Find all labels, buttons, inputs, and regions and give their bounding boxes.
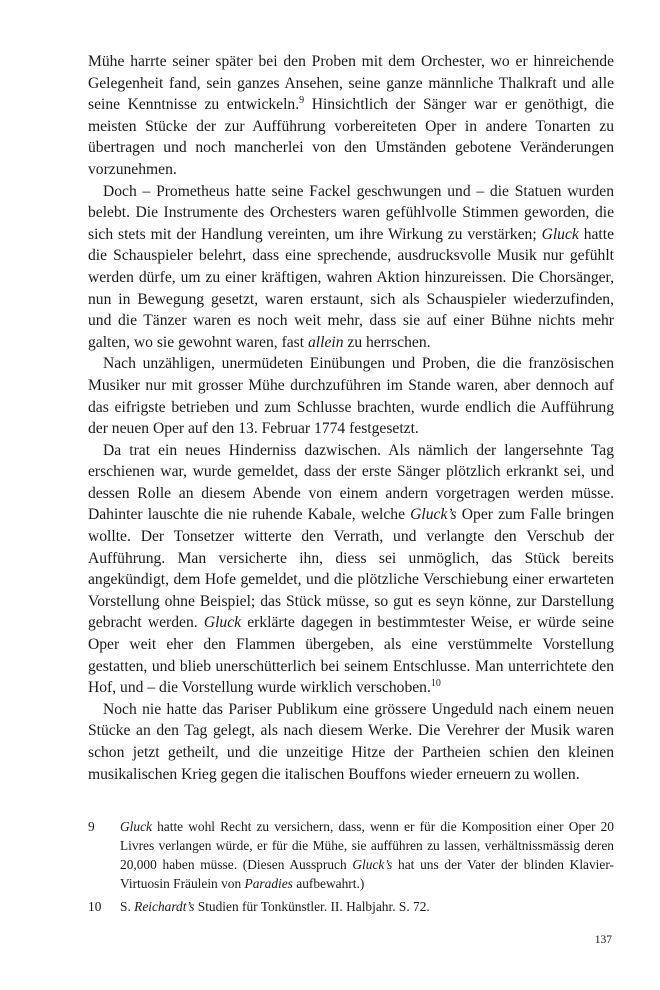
page-number: 137 [594, 934, 612, 946]
italic-name: Gluck’s [352, 857, 393, 872]
italic-name: Gluck [541, 225, 579, 243]
footnote-ref-10[interactable]: 10 [430, 678, 441, 690]
paragraph [88, 440, 614, 699]
paragraph: Nach unzähligen, unermüdeten Einübungen und Proben, die die französischen Musiker nur mit grosser Mühe durchzuführen im Stande waren, aber dennoch auf das eifrigste betrieben und zum Schlusse brachten, wurde endlich die Aufführung der neuen Oper auf den 13. Februar 1774 festgesetzt. [88, 355, 614, 438]
footnote-ref-9[interactable]: 9 [299, 95, 305, 107]
paragraph [88, 181, 614, 354]
text: Doch – Prometheus hatte seine Fackel geschwungen und – die Statuen wurden belebt. Die Instrumente des Orchesters waren gefühlvolle Stimmen geworden, die sich stets mit der Handlung vereinten, um ihre Wirkung zu verstärken; [88, 182, 614, 243]
footnote-9 [88, 817, 614, 893]
text: hatte wohl Recht zu versichern, dass, wenn er für die Komposition einer Oper 20 Livres verlangen würde, er für die Mühe, sie aufführen zu lassen, verhältnissmässig deren 20,000 haben müsse. (Diesen Ausspruch [120, 819, 614, 872]
text: hat uns der Vater der blinden Klavier-Virtuosin Fräulein von [120, 857, 614, 891]
italic-name: Gluck [203, 614, 242, 632]
italic-name: Paradies [244, 876, 293, 891]
footnote-text [120, 817, 614, 893]
text: Studien für Tonkünstler. II. Halbjahr. S. 72. [194, 899, 430, 914]
italic-name: Reichardt’s [134, 899, 195, 914]
footnotes [88, 817, 614, 920]
footnote-10 [88, 897, 614, 916]
text: Oper zum Falle bringen wollte. Der Tonsetzer witterte den Verrath, und verlangte den Verschub der Aufführung. Man versicherte ihn, diess sei unmöglich, das Stück bereits angekündigt, dem Hofe gemeldet, und die plötzliche Verschiebung einer erwarteten Vorstellung ohne Beispiel; das Stück müsse, so gut es seyn könne, zur Darstellung gebracht werden. [88, 506, 615, 632]
paragraph [88, 51, 614, 181]
italic-name: Gluck [120, 819, 152, 834]
footnote-text [120, 897, 614, 916]
italic-word: allein [307, 333, 344, 351]
paragraph: Noch nie hatte das Pariser Publikum eine grössere Ungeduld nach einem neuen Stücke an den Tag gelegt, als nach diesem Werke. Die Verehrer der Musik waren schon jetzt getheilt, und die unzeitige Hitze der Partheien schien den kleinen musikalischen Krieg gegen die italischen Bouffons wieder erneuern zu wollen. [88, 700, 614, 783]
italic-name: Gluck’s [410, 506, 457, 524]
text: S. [120, 899, 135, 914]
text: Hinsichtlich der Sänger war er genöthigt, die meisten Stücke der zur Aufführung vorbereiteten Oper in andere Tonarten zu übertragen und noch mancherlei von den Umständen gebotene Veränderungen vorzunehmen. [88, 96, 614, 178]
text: Da trat ein neues Hinderniss dazwischen. Als nämlich der langersehnte Tag erschienen war, wurde gemeldet, dass der erste Sänger plötzlich erkrankt sei, und dessen Rolle an diesem Abende von einem andern vorgetragen werden müsse. Dahinter lauschte die nie ruhende Kabale, welche [88, 441, 614, 524]
text: Mühe harrte seiner später bei den Proben mit dem Orchester, wo er hinreichende Gelegenheit fand, sein ganzes Ansehen, seine ganze männliche Thalkraft und alle seine Kenntnisse zu entwickeln. [88, 53, 614, 114]
text: zu herrschen. [343, 333, 431, 351]
footnote-number: 9 [88, 819, 95, 834]
body-text [88, 51, 614, 785]
text: hatte die Schauspieler belehrt, dass eine sprechende, ausdrucksvolle Musik nur gefühlt werden dürfe, um zu einer kräftigen, wahren Aktion hinzureissen. Die Chorsänger, nun in Bewegung gesetzt, waren erstaunt, sich als Schauspieler wiederzufinden, und die Tänzer waren es noch weit mehr, dass sie auf einer Bühne nichts mehr galten, wo sie gewohnt waren, fast [88, 225, 615, 351]
footnote-number: 10 [88, 899, 102, 914]
text: erklärte dagegen in bestimmtester Weise, er würde seine Oper weit eher den Flammen übergeben, als eine verstümmelte Vorstellung gestatten, und blieb unerschütterlich bei seinem Entschlusse. Man unterrichtete den Hof, und – die Vorstellung wurde wirklich verschoben. [88, 614, 615, 697]
text: aufbewahrt.) [292, 876, 365, 891]
